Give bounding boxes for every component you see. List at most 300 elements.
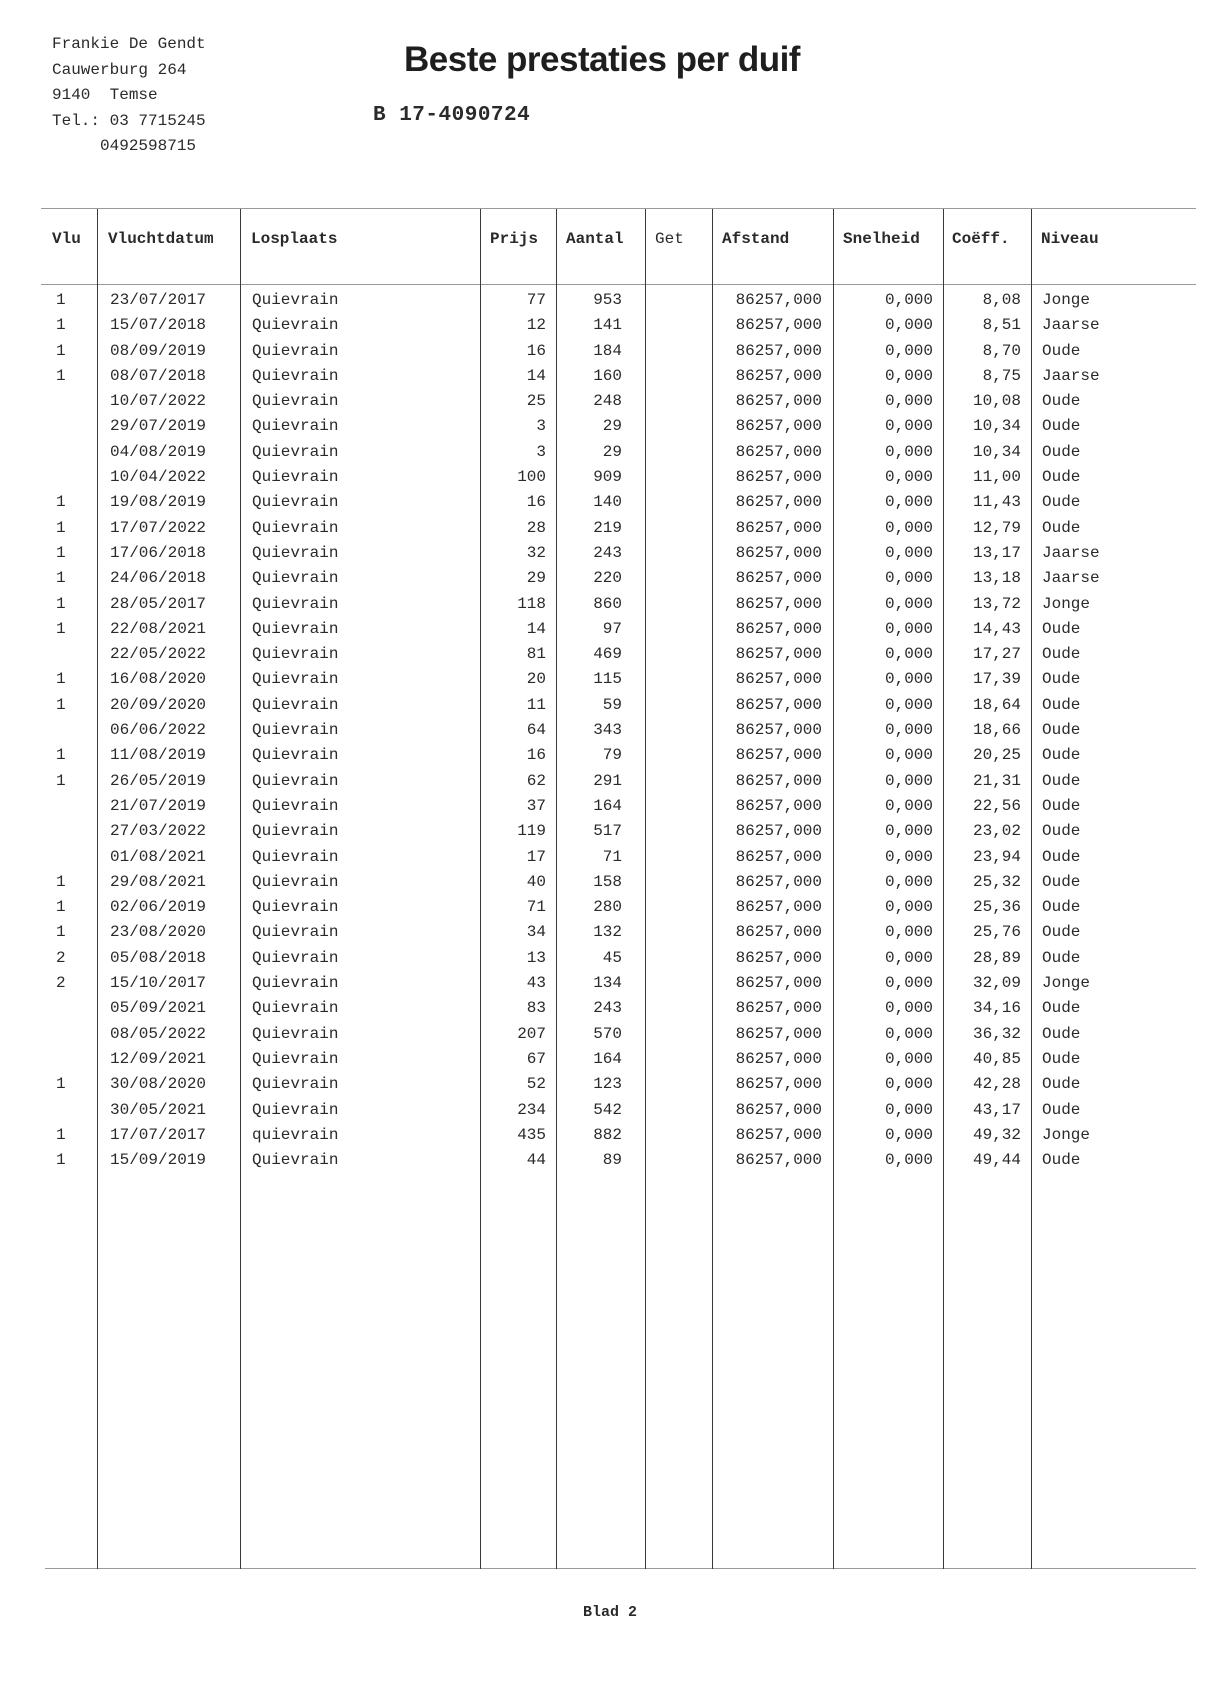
table-row [0, 642, 1222, 667]
cell-coeff: 13,72 [972, 594, 1021, 613]
cell-niveau: Jonge [1042, 974, 1091, 993]
cell-aantal: 45 [602, 948, 622, 967]
cell-vluchtdatum: 22/08/2021 [110, 619, 207, 638]
cell-afstand: 86257,000 [735, 872, 822, 891]
cell-aantal: 97 [602, 619, 622, 638]
cell-niveau: Oude [1042, 948, 1081, 967]
cell-coeff: 13,18 [972, 569, 1021, 588]
cell-losplaats: Quievrain [252, 746, 339, 765]
cell-vluchtdatum: 17/07/2022 [110, 518, 207, 537]
cell-vluchtdatum: 23/08/2020 [110, 923, 207, 942]
cell-afstand: 86257,000 [735, 999, 822, 1018]
cell-prijs: 52 [526, 1075, 546, 1094]
cell-vlu: 1 [56, 746, 66, 765]
cell-snelheid: 0,000 [884, 366, 933, 385]
cell-losplaats: Quievrain [252, 721, 339, 740]
cell-snelheid: 0,000 [884, 670, 933, 689]
cell-afstand: 86257,000 [735, 974, 822, 993]
cell-coeff: 25,36 [972, 898, 1021, 917]
cell-aantal: 882 [593, 1125, 622, 1144]
cell-prijs: 20 [526, 670, 546, 689]
cell-afstand: 86257,000 [735, 1151, 822, 1170]
cell-vluchtdatum: 15/07/2018 [110, 316, 207, 335]
cell-prijs: 435 [517, 1125, 546, 1144]
cell-coeff: 23,02 [972, 822, 1021, 841]
cell-afstand: 86257,000 [735, 948, 822, 967]
table-row [0, 541, 1222, 566]
table-row [0, 693, 1222, 718]
cell-losplaats: Quievrain [252, 1075, 339, 1094]
cell-vluchtdatum: 26/05/2019 [110, 771, 207, 790]
cell-coeff: 36,32 [972, 1024, 1021, 1043]
cell-snelheid: 0,000 [884, 872, 933, 891]
cell-losplaats: Quievrain [252, 518, 339, 537]
table-row [0, 920, 1222, 945]
cell-vlu: 1 [56, 518, 66, 537]
cell-snelheid: 0,000 [884, 948, 933, 967]
cell-niveau: Oude [1042, 847, 1081, 866]
cell-niveau: Oude [1042, 619, 1081, 638]
cell-afstand: 86257,000 [735, 366, 822, 385]
address-block [52, 32, 206, 160]
cell-snelheid: 0,000 [884, 923, 933, 942]
cell-aantal: 517 [593, 822, 622, 841]
header-losplaats: Losplaats [251, 230, 338, 248]
cell-losplaats: quievrain [252, 1125, 339, 1144]
cell-snelheid: 0,000 [884, 1125, 933, 1144]
cell-aantal: 164 [593, 796, 622, 815]
cell-prijs: 43 [526, 974, 546, 993]
cell-losplaats: Quievrain [252, 543, 339, 562]
cell-losplaats: Quievrain [252, 366, 339, 385]
cell-coeff: 10,08 [972, 392, 1021, 411]
cell-afstand: 86257,000 [735, 898, 822, 917]
cell-aantal: 132 [593, 923, 622, 942]
cell-niveau: Oude [1042, 721, 1081, 740]
cell-coeff: 10,34 [972, 417, 1021, 436]
cell-coeff: 8,51 [982, 316, 1021, 335]
cell-niveau: Jaarse [1042, 543, 1100, 562]
table-row [0, 845, 1222, 870]
cell-losplaats: Quievrain [252, 594, 339, 613]
cell-vlu: 1 [56, 366, 66, 385]
cell-coeff: 13,17 [972, 543, 1021, 562]
cell-coeff: 14,43 [972, 619, 1021, 638]
cell-vluchtdatum: 12/09/2021 [110, 1049, 207, 1068]
cell-snelheid: 0,000 [884, 442, 933, 461]
cell-prijs: 71 [526, 898, 546, 917]
cell-losplaats: Quievrain [252, 442, 339, 461]
table-row [0, 339, 1222, 364]
cell-coeff: 10,34 [972, 442, 1021, 461]
cell-losplaats: Quievrain [252, 1151, 339, 1170]
cell-vlu: 1 [56, 695, 66, 714]
cell-snelheid: 0,000 [884, 468, 933, 487]
cell-losplaats: Quievrain [252, 1049, 339, 1068]
cell-prijs: 3 [536, 417, 546, 436]
header-prijs: Prijs [490, 230, 539, 248]
cell-aantal: 243 [593, 999, 622, 1018]
cell-afstand: 86257,000 [735, 822, 822, 841]
cell-vluchtdatum: 10/04/2022 [110, 468, 207, 487]
cell-snelheid: 0,000 [884, 569, 933, 588]
cell-aantal: 343 [593, 721, 622, 740]
cell-vlu: 1 [56, 543, 66, 562]
cell-afstand: 86257,000 [735, 417, 822, 436]
cell-coeff: 11,00 [972, 468, 1021, 487]
cell-snelheid: 0,000 [884, 771, 933, 790]
cell-prijs: 77 [526, 291, 546, 309]
cell-coeff: 12,79 [972, 518, 1021, 537]
cell-vluchtdatum: 17/07/2017 [110, 1125, 207, 1144]
cell-snelheid: 0,000 [884, 392, 933, 411]
cell-niveau: Oude [1042, 796, 1081, 815]
cell-vlu: 1 [56, 1151, 66, 1170]
cell-niveau: Oude [1042, 518, 1081, 537]
cell-losplaats: Quievrain [252, 974, 339, 993]
page-title: Beste prestaties per duif [404, 40, 800, 79]
cell-snelheid: 0,000 [884, 1100, 933, 1119]
cell-snelheid: 0,000 [884, 518, 933, 537]
cell-niveau: Jonge [1042, 594, 1091, 613]
cell-coeff: 17,27 [972, 645, 1021, 664]
header-get: Get [655, 230, 684, 248]
header-vluchtdatum: Vluchtdatum [108, 230, 214, 248]
cell-niveau: Oude [1042, 493, 1081, 512]
cell-prijs: 3 [536, 442, 546, 461]
cell-prijs: 37 [526, 796, 546, 815]
cell-afstand: 86257,000 [735, 645, 822, 664]
cell-aantal: 158 [593, 872, 622, 891]
cell-afstand: 86257,000 [735, 923, 822, 942]
cell-losplaats: Quievrain [252, 417, 339, 436]
cell-vluchtdatum: 29/08/2021 [110, 872, 207, 891]
cell-afstand: 86257,000 [735, 543, 822, 562]
cell-prijs: 11 [526, 695, 546, 714]
cell-vluchtdatum: 16/08/2020 [110, 670, 207, 689]
cell-losplaats: Quievrain [252, 645, 339, 664]
cell-vluchtdatum: 08/09/2019 [110, 341, 207, 360]
cell-aantal: 134 [593, 974, 622, 993]
cell-afstand: 86257,000 [735, 316, 822, 335]
table-row [0, 617, 1222, 642]
cell-vlu: 1 [56, 1125, 66, 1144]
cell-losplaats: Quievrain [252, 569, 339, 588]
cell-coeff: 28,89 [972, 948, 1021, 967]
cell-losplaats: Quievrain [252, 999, 339, 1018]
owner-name: Frankie De Gendt [52, 35, 206, 53]
cell-coeff: 49,44 [972, 1151, 1021, 1170]
cell-losplaats: Quievrain [252, 341, 339, 360]
cell-vluchtdatum: 20/09/2020 [110, 695, 207, 714]
table-row [0, 743, 1222, 768]
cell-afstand: 86257,000 [735, 1100, 822, 1119]
cell-coeff: 8,70 [982, 341, 1021, 360]
cell-vluchtdatum: 29/07/2019 [110, 417, 207, 436]
cell-losplaats: Quievrain [252, 291, 339, 309]
cell-vlu: 1 [56, 594, 66, 613]
cell-vlu: 2 [56, 974, 66, 993]
table-row [0, 389, 1222, 414]
cell-vluchtdatum: 28/05/2017 [110, 594, 207, 613]
cell-afstand: 86257,000 [735, 695, 822, 714]
table-row [0, 667, 1222, 692]
cell-vluchtdatum: 02/06/2019 [110, 898, 207, 917]
cell-prijs: 234 [517, 1100, 546, 1119]
cell-afstand: 86257,000 [735, 619, 822, 638]
cell-vluchtdatum: 23/07/2017 [110, 291, 207, 309]
cell-aantal: 291 [593, 771, 622, 790]
cell-aantal: 184 [593, 341, 622, 360]
cell-prijs: 25 [526, 392, 546, 411]
cell-vlu: 1 [56, 923, 66, 942]
cell-niveau: Oude [1042, 695, 1081, 714]
cell-afstand: 86257,000 [735, 493, 822, 512]
cell-vlu: 2 [56, 948, 66, 967]
owner-city: 9140 Temse [52, 86, 158, 104]
cell-aantal: 140 [593, 493, 622, 512]
cell-aantal: 89 [602, 1151, 622, 1170]
page-number: Blad 2 [583, 1604, 638, 1621]
cell-vluchtdatum: 01/08/2021 [110, 847, 207, 866]
cell-losplaats: Quievrain [252, 796, 339, 815]
cell-vlu: 1 [56, 316, 66, 335]
cell-coeff: 32,09 [972, 974, 1021, 993]
cell-afstand: 86257,000 [735, 847, 822, 866]
cell-coeff: 49,32 [972, 1125, 1021, 1144]
cell-losplaats: Quievrain [252, 847, 339, 866]
table-row [0, 440, 1222, 465]
cell-vlu: 1 [56, 619, 66, 638]
cell-prijs: 17 [526, 847, 546, 866]
table-row [0, 870, 1222, 895]
cell-snelheid: 0,000 [884, 341, 933, 360]
cell-niveau: Jaarse [1042, 569, 1100, 588]
cell-vlu: 1 [56, 670, 66, 689]
table-row [0, 313, 1222, 338]
cell-prijs: 12 [526, 316, 546, 335]
cell-prijs: 16 [526, 341, 546, 360]
header-niveau: Niveau [1041, 230, 1099, 248]
cell-prijs: 100 [517, 468, 546, 487]
cell-niveau: Oude [1042, 417, 1081, 436]
cell-coeff: 22,56 [972, 796, 1021, 815]
cell-niveau: Oude [1042, 1075, 1081, 1094]
cell-coeff: 34,16 [972, 999, 1021, 1018]
cell-aantal: 141 [593, 316, 622, 335]
cell-aantal: 243 [593, 543, 622, 562]
table-row [0, 718, 1222, 743]
cell-prijs: 32 [526, 543, 546, 562]
cell-losplaats: Quievrain [252, 619, 339, 638]
cell-niveau: Oude [1042, 1024, 1081, 1043]
cell-niveau: Oude [1042, 923, 1081, 942]
cell-snelheid: 0,000 [884, 316, 933, 335]
cell-coeff: 25,32 [972, 872, 1021, 891]
cell-vluchtdatum: 08/07/2018 [110, 366, 207, 385]
cell-vluchtdatum: 30/08/2020 [110, 1075, 207, 1094]
cell-afstand: 86257,000 [735, 746, 822, 765]
cell-afstand: 86257,000 [735, 594, 822, 613]
cell-vluchtdatum: 30/05/2021 [110, 1100, 207, 1119]
cell-prijs: 207 [517, 1024, 546, 1043]
cell-aantal: 164 [593, 1049, 622, 1068]
cell-niveau: Jaarse [1042, 366, 1100, 385]
cell-aantal: 220 [593, 569, 622, 588]
table-row [0, 364, 1222, 389]
cell-prijs: 119 [517, 822, 546, 841]
cell-snelheid: 0,000 [884, 493, 933, 512]
cell-aantal: 469 [593, 645, 622, 664]
cell-aantal: 248 [593, 392, 622, 411]
cell-niveau: Oude [1042, 670, 1081, 689]
cell-vluchtdatum: 21/07/2019 [110, 796, 207, 815]
table-row [0, 769, 1222, 794]
cell-afstand: 86257,000 [735, 291, 822, 309]
cell-niveau: Oude [1042, 468, 1081, 487]
cell-snelheid: 0,000 [884, 847, 933, 866]
cell-niveau: Oude [1042, 771, 1081, 790]
cell-snelheid: 0,000 [884, 999, 933, 1018]
cell-prijs: 29 [526, 569, 546, 588]
cell-afstand: 86257,000 [735, 771, 822, 790]
header-aantal: Aantal [566, 230, 624, 248]
table-row [0, 490, 1222, 515]
cell-prijs: 67 [526, 1049, 546, 1068]
table-row [0, 465, 1222, 490]
cell-snelheid: 0,000 [884, 543, 933, 562]
cell-snelheid: 0,000 [884, 291, 933, 309]
cell-coeff: 25,76 [972, 923, 1021, 942]
cell-aantal: 59 [602, 695, 622, 714]
cell-coeff: 8,08 [982, 291, 1021, 309]
cell-vluchtdatum: 22/05/2022 [110, 645, 207, 664]
cell-losplaats: Quievrain [252, 898, 339, 917]
table-row [0, 895, 1222, 920]
header-vlu: Vlu [52, 230, 81, 248]
cell-niveau: Jaarse [1042, 316, 1100, 335]
cell-snelheid: 0,000 [884, 746, 933, 765]
cell-aantal: 160 [593, 366, 622, 385]
cell-aantal: 570 [593, 1024, 622, 1043]
cell-vluchtdatum: 24/06/2018 [110, 569, 207, 588]
table-row [0, 414, 1222, 439]
cell-losplaats: Quievrain [252, 822, 339, 841]
cell-coeff: 21,31 [972, 771, 1021, 790]
table-row [0, 516, 1222, 541]
cell-vluchtdatum: 10/07/2022 [110, 392, 207, 411]
cell-snelheid: 0,000 [884, 822, 933, 841]
cell-vluchtdatum: 15/09/2019 [110, 1151, 207, 1170]
cell-aantal: 29 [602, 442, 622, 461]
cell-afstand: 86257,000 [735, 1024, 822, 1043]
cell-niveau: Jonge [1042, 291, 1091, 309]
table-row [0, 566, 1222, 591]
cell-losplaats: Quievrain [252, 948, 339, 967]
cell-snelheid: 0,000 [884, 898, 933, 917]
cell-losplaats: Quievrain [252, 392, 339, 411]
cell-coeff: 42,28 [972, 1075, 1021, 1094]
header-coeff: Coëff. [952, 230, 1010, 248]
table-row [0, 946, 1222, 971]
cell-afstand: 86257,000 [735, 721, 822, 740]
table-row [0, 996, 1222, 1021]
cell-snelheid: 0,000 [884, 1151, 933, 1170]
table-row [0, 592, 1222, 617]
cell-snelheid: 0,000 [884, 619, 933, 638]
cell-losplaats: Quievrain [252, 771, 339, 790]
table-row [0, 288, 1222, 313]
cell-vluchtdatum: 27/03/2022 [110, 822, 207, 841]
cell-prijs: 13 [526, 948, 546, 967]
cell-coeff: 18,64 [972, 695, 1021, 714]
cell-coeff: 17,39 [972, 670, 1021, 689]
table-row [0, 1148, 1222, 1173]
owner-street: Cauwerburg 264 [52, 60, 187, 79]
cell-coeff: 8,75 [982, 366, 1021, 385]
cell-vluchtdatum: 04/08/2019 [110, 442, 207, 461]
cell-snelheid: 0,000 [884, 1049, 933, 1068]
header-snelheid: Snelheid [843, 230, 920, 248]
cell-afstand: 86257,000 [735, 796, 822, 815]
cell-prijs: 14 [526, 619, 546, 638]
cell-vluchtdatum: 05/09/2021 [110, 999, 207, 1018]
cell-prijs: 16 [526, 746, 546, 765]
cell-prijs: 44 [526, 1151, 546, 1170]
cell-afstand: 86257,000 [735, 518, 822, 537]
cell-afstand: 86257,000 [735, 392, 822, 411]
cell-niveau: Oude [1042, 1100, 1081, 1119]
cell-prijs: 34 [526, 923, 546, 942]
table-body [0, 288, 1222, 1173]
cell-snelheid: 0,000 [884, 1075, 933, 1094]
cell-niveau: Oude [1042, 898, 1081, 917]
table-row [0, 1047, 1222, 1072]
cell-snelheid: 0,000 [884, 417, 933, 436]
cell-snelheid: 0,000 [884, 974, 933, 993]
cell-vlu: 1 [56, 898, 66, 917]
owner-mobile: 0492598715 [52, 137, 197, 155]
cell-niveau: Oude [1042, 746, 1081, 765]
table-header-border [41, 284, 1196, 285]
cell-vlu: 1 [56, 771, 66, 790]
cell-afstand: 86257,000 [735, 569, 822, 588]
cell-niveau: Jonge [1042, 1125, 1091, 1144]
cell-vlu: 1 [56, 569, 66, 588]
cell-losplaats: Quievrain [252, 872, 339, 891]
cell-prijs: 14 [526, 366, 546, 385]
cell-afstand: 86257,000 [735, 670, 822, 689]
cell-snelheid: 0,000 [884, 594, 933, 613]
cell-snelheid: 0,000 [884, 721, 933, 740]
cell-losplaats: Quievrain [252, 1024, 339, 1043]
cell-vluchtdatum: 15/10/2017 [110, 974, 207, 993]
cell-niveau: Oude [1042, 1151, 1081, 1170]
table-top-border [41, 208, 1196, 209]
cell-aantal: 909 [593, 468, 622, 487]
cell-snelheid: 0,000 [884, 645, 933, 664]
cell-vluchtdatum: 05/08/2018 [110, 948, 207, 967]
cell-niveau: Oude [1042, 392, 1081, 411]
cell-prijs: 64 [526, 721, 546, 740]
cell-vluchtdatum: 11/08/2019 [110, 746, 207, 765]
cell-vluchtdatum: 06/06/2022 [110, 721, 207, 740]
cell-niveau: Oude [1042, 341, 1081, 360]
cell-vluchtdatum: 19/08/2019 [110, 493, 207, 512]
cell-vlu: 1 [56, 493, 66, 512]
cell-vlu: 1 [56, 341, 66, 360]
cell-losplaats: Quievrain [252, 923, 339, 942]
